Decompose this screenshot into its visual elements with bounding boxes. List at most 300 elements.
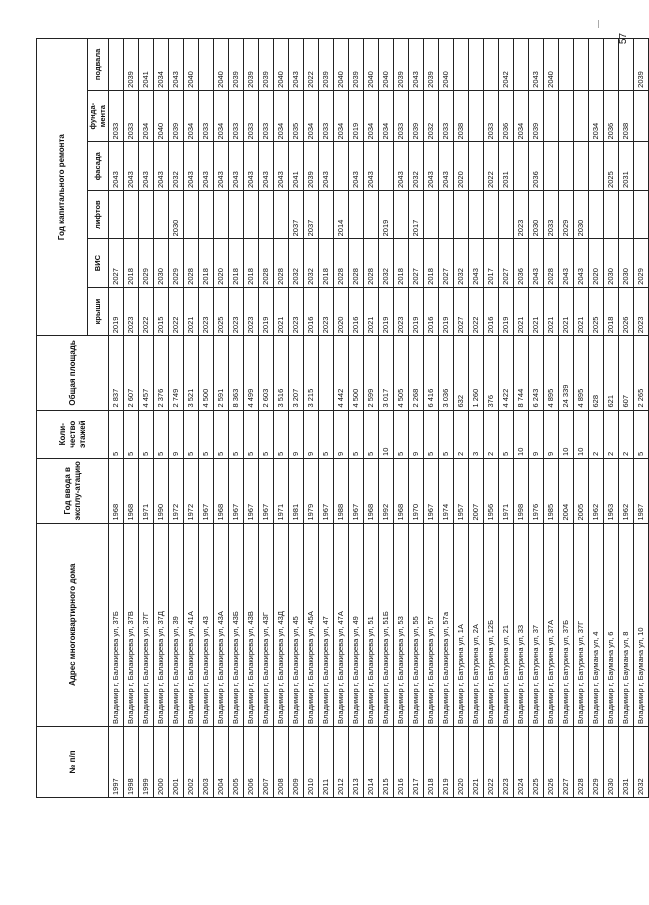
cell-foundation: 2033 [439, 90, 454, 142]
cell-area: 3 516 [274, 336, 289, 410]
cell-address: Владимир г, Баумана ул, 8 [619, 523, 634, 726]
cell-basement: 2039 [229, 39, 244, 91]
cell-basement: 2043 [409, 39, 424, 91]
cell-facade: 2043 [109, 142, 124, 190]
cell-address: Владимир г, Балакирева ул, 55 [409, 523, 424, 726]
header-basement: подвала [88, 39, 109, 91]
cell-area: 2 376 [154, 336, 169, 410]
cell-foundation: 2033 [229, 90, 244, 142]
cell-lifts [499, 190, 514, 238]
cell-floors: 5 [424, 410, 439, 458]
cell-facade [559, 142, 574, 190]
cell-facade: 2043 [214, 142, 229, 190]
cell-address: Владимир г, Баумана ул, 6 [604, 523, 619, 726]
cell-num: 1998 [124, 726, 139, 797]
cell-address: Владимир г, Балакирева ул, 43Д [274, 523, 289, 726]
cell-foundation: 2034 [139, 90, 154, 142]
cell-roof: 2023 [289, 287, 304, 335]
cell-area: 3 207 [289, 336, 304, 410]
cell-lifts: 2014 [334, 190, 349, 238]
cell-year: 1985 [544, 458, 559, 523]
cell-vis: 2030 [619, 239, 634, 287]
cell-vis: 2032 [304, 239, 319, 287]
table-row [169, 39, 184, 798]
cell-year: 1962 [619, 458, 634, 523]
cell-vis: 2030 [154, 239, 169, 287]
cell-area: 2 265 [634, 336, 649, 410]
cell-address: Владимир г, Балакирева ул, 43 [199, 523, 214, 726]
cell-year: 1968 [394, 458, 409, 523]
cell-vis: 2018 [319, 239, 334, 287]
cell-lifts: 2033 [544, 190, 559, 238]
cell-foundation: 2034 [274, 90, 289, 142]
cell-foundation: 2034 [184, 90, 199, 142]
cell-facade: 2043 [154, 142, 169, 190]
cell-roof: 2022 [139, 287, 154, 335]
cell-year: 2004 [559, 458, 574, 523]
cell-floors: 5 [319, 410, 334, 458]
cell-vis: 2032 [454, 239, 469, 287]
cell-area: 628 [589, 336, 604, 410]
cell-floors: 10 [574, 410, 589, 458]
cell-area: 24 339 [559, 336, 574, 410]
cell-facade: 2031 [499, 142, 514, 190]
table-row [604, 39, 619, 798]
cell-roof: 2016 [349, 287, 364, 335]
cell-area: 4 500 [199, 336, 214, 410]
cell-roof: 2027 [454, 287, 469, 335]
cell-num: 2030 [604, 726, 619, 797]
table-body [109, 39, 649, 798]
cell-roof: 2023 [124, 287, 139, 335]
cell-year: 1972 [169, 458, 184, 523]
cell-facade: 2020 [454, 142, 469, 190]
table-row [409, 39, 424, 798]
cell-lifts [244, 190, 259, 238]
cell-vis: 2028 [334, 239, 349, 287]
cell-foundation: 2033 [109, 90, 124, 142]
cell-year: 1971 [274, 458, 289, 523]
table-row [454, 39, 469, 798]
cell-address: Владимир г, Балакирева ул, 57 [424, 523, 439, 726]
cell-lifts [139, 190, 154, 238]
cell-vis: 2027 [499, 239, 514, 287]
cell-vis: 2036 [514, 239, 529, 287]
cell-area: 6 243 [529, 336, 544, 410]
cell-lifts [589, 190, 604, 238]
cell-num: 2007 [259, 726, 274, 797]
cell-num: 2023 [499, 726, 514, 797]
cell-num: 2017 [409, 726, 424, 797]
cell-basement: 2039 [319, 39, 334, 91]
cell-foundation: 2019 [349, 90, 364, 142]
cell-basement: 2040 [379, 39, 394, 91]
cell-lifts: 2037 [289, 190, 304, 238]
table-row [199, 39, 214, 798]
cell-year: 1970 [409, 458, 424, 523]
cell-roof: 2025 [214, 287, 229, 335]
cell-area: 6 416 [424, 336, 439, 410]
cell-basement: 2039 [634, 39, 649, 91]
cell-facade: 2025 [604, 142, 619, 190]
cell-area: 3 036 [439, 336, 454, 410]
table-row [304, 39, 319, 798]
cell-foundation: 2033 [394, 90, 409, 142]
cell-floors: 5 [634, 410, 649, 458]
cell-lifts [484, 190, 499, 238]
table-row [514, 39, 529, 798]
table-row [619, 39, 634, 798]
cell-address: Владимир г, Батурина ул, 21 [499, 523, 514, 726]
cell-basement: 2039 [124, 39, 139, 91]
cell-lifts: 2029 [559, 190, 574, 238]
cell-lifts [184, 190, 199, 238]
cell-facade: 2032 [169, 142, 184, 190]
cell-basement: 2040 [214, 39, 229, 91]
cell-floors: 5 [229, 410, 244, 458]
cell-num: 2020 [454, 726, 469, 797]
cell-num: 2009 [289, 726, 304, 797]
cell-facade: 2043 [274, 142, 289, 190]
cell-foundation: 2033 [244, 90, 259, 142]
cell-lifts [364, 190, 379, 238]
cell-num: 2008 [274, 726, 289, 797]
cell-year: 1957 [454, 458, 469, 523]
cell-floors: 10 [559, 410, 574, 458]
cell-floors: 10 [514, 410, 529, 458]
cell-floors: 5 [499, 410, 514, 458]
cell-area: 4 422 [499, 336, 514, 410]
table-row [544, 39, 559, 798]
cell-year: 1968 [124, 458, 139, 523]
cell-roof: 2026 [619, 287, 634, 335]
cell-year: 1971 [139, 458, 154, 523]
cell-vis: 2018 [124, 239, 139, 287]
cell-lifts [229, 190, 244, 238]
cell-address: Владимир г, Балакирева ул, 43Б [229, 523, 244, 726]
cell-year: 1968 [364, 458, 379, 523]
cell-floors: 5 [214, 410, 229, 458]
cell-foundation [544, 90, 559, 142]
cell-address: Владимир г, Балакирева ул, 47А [334, 523, 349, 726]
table-row [229, 39, 244, 798]
cell-vis: 2029 [139, 239, 154, 287]
header-vis: ВИС [88, 239, 109, 287]
cell-basement: 2034 [154, 39, 169, 91]
header-roof: крыши [88, 287, 109, 335]
cell-year: 1967 [199, 458, 214, 523]
cell-vis: 2043 [559, 239, 574, 287]
cell-area: 3 017 [379, 336, 394, 410]
cell-floors: 5 [109, 410, 124, 458]
cell-facade: 2043 [124, 142, 139, 190]
cell-address: Владимир г, Батурина ул, 2А [469, 523, 484, 726]
cell-basement: 2039 [394, 39, 409, 91]
cell-num: 2015 [379, 726, 394, 797]
repair-schedule-table [36, 38, 649, 798]
cell-facade: 2043 [319, 142, 334, 190]
table-row [289, 39, 304, 798]
cell-year: 2007 [469, 458, 484, 523]
cell-vis: 2018 [244, 239, 259, 287]
cell-area: 621 [604, 336, 619, 410]
cell-foundation [559, 90, 574, 142]
cell-basement: 2022 [304, 39, 319, 91]
cell-address: Владимир г, Балакирева ул, 41А [184, 523, 199, 726]
table-row [559, 39, 574, 798]
cell-vis: 2043 [574, 239, 589, 287]
cell-address: Владимир г, Батурина ул, 37Б [559, 523, 574, 726]
cell-num: 2002 [184, 726, 199, 797]
cell-vis: 2017 [484, 239, 499, 287]
cell-roof: 2016 [424, 287, 439, 335]
cell-num: 2027 [559, 726, 574, 797]
cell-area: 2 607 [124, 336, 139, 410]
cell-basement: 2040 [544, 39, 559, 91]
table-row [529, 39, 544, 798]
cell-floors: 9 [529, 410, 544, 458]
cell-num: 2025 [529, 726, 544, 797]
cell-lifts: 2030 [169, 190, 184, 238]
table-row [154, 39, 169, 798]
cell-floors: 9 [544, 410, 559, 458]
cell-address: Владимир г, Балакирева ул, 51Б [379, 523, 394, 726]
header-year: Год ввода в эксплу-атацию [37, 458, 109, 523]
cell-area: 4 505 [394, 336, 409, 410]
cell-lifts [199, 190, 214, 238]
cell-lifts [349, 190, 364, 238]
cell-area: 3 521 [184, 336, 199, 410]
cell-vis: 2018 [229, 239, 244, 287]
table-row [214, 39, 229, 798]
table-row [259, 39, 274, 798]
cell-roof: 2018 [604, 287, 619, 335]
header-area: Общая площадь [37, 336, 109, 410]
table-row [499, 39, 514, 798]
cell-year: 1974 [439, 458, 454, 523]
cell-facade [589, 142, 604, 190]
cell-floors: 9 [169, 410, 184, 458]
cell-num: 2019 [439, 726, 454, 797]
cell-area: 8 363 [229, 336, 244, 410]
cell-address: Владимир г, Балакирева ул, 51 [364, 523, 379, 726]
cell-floors: 5 [154, 410, 169, 458]
header-lifts: лифтов [88, 190, 109, 238]
cell-area: 607 [619, 336, 634, 410]
header-address: Адрес многоквартирного дома [37, 523, 109, 726]
cell-floors: 9 [304, 410, 319, 458]
header-num: № п/п [37, 726, 109, 797]
cell-floors: 5 [274, 410, 289, 458]
cell-basement: 2039 [424, 39, 439, 91]
cell-roof: 2021 [184, 287, 199, 335]
cell-address: Владимир г, Балакирева ул, 43Г [259, 523, 274, 726]
cell-area: 1 260 [469, 336, 484, 410]
cell-foundation: 2035 [289, 90, 304, 142]
cell-area: 4 895 [574, 336, 589, 410]
cell-facade: 2022 [484, 142, 499, 190]
cell-foundation: 2039 [169, 90, 184, 142]
cell-facade: 2043 [439, 142, 454, 190]
cell-lifts [424, 190, 439, 238]
cell-roof: 2022 [169, 287, 184, 335]
cell-roof: 2023 [394, 287, 409, 335]
cell-year: 1990 [154, 458, 169, 523]
cell-floors: 5 [139, 410, 154, 458]
table-row [424, 39, 439, 798]
cell-address: Владимир г, Батурина ул, 12Б [484, 523, 499, 726]
cell-area: 632 [454, 336, 469, 410]
cell-roof: 2019 [259, 287, 274, 335]
cell-year: 1963 [604, 458, 619, 523]
cell-lifts: 2019 [379, 190, 394, 238]
cell-address: Владимир г, Балакирева ул, 37Б [109, 523, 124, 726]
cell-area: 4 442 [334, 336, 349, 410]
cell-vis: 2032 [379, 239, 394, 287]
cell-num: 2028 [574, 726, 589, 797]
table-row [484, 39, 499, 798]
cell-address: Владимир г, Баумана ул, 4 [589, 523, 604, 726]
cell-basement [454, 39, 469, 91]
rotated-table-container [36, 38, 645, 798]
cell-num: 2003 [199, 726, 214, 797]
table-row [274, 39, 289, 798]
table-row [589, 39, 604, 798]
cell-vis: 2028 [364, 239, 379, 287]
cell-num: 2016 [394, 726, 409, 797]
cell-basement [619, 39, 634, 91]
cell-year: 1972 [184, 458, 199, 523]
table-row [244, 39, 259, 798]
cell-foundation: 2036 [499, 90, 514, 142]
cell-lifts [124, 190, 139, 238]
cell-floors: 5 [439, 410, 454, 458]
cell-foundation: 2033 [259, 90, 274, 142]
cell-roof: 2025 [589, 287, 604, 335]
cell-facade: 2043 [199, 142, 214, 190]
cell-foundation: 2034 [304, 90, 319, 142]
cell-floors: 9 [409, 410, 424, 458]
cell-floors: 2 [589, 410, 604, 458]
cell-foundation: 2033 [124, 90, 139, 142]
cell-roof: 2016 [304, 287, 319, 335]
cell-floors: 3 [469, 410, 484, 458]
cell-basement: 2039 [259, 39, 274, 91]
cell-foundation: 2039 [409, 90, 424, 142]
cell-vis: 2032 [289, 239, 304, 287]
cell-vis: 2028 [544, 239, 559, 287]
page-edge-mark [598, 20, 599, 28]
cell-roof: 2021 [514, 287, 529, 335]
table-row [364, 39, 379, 798]
table-row [334, 39, 349, 798]
cell-facade: 2039 [304, 142, 319, 190]
cell-address: Владимир г, Балакирева ул, 37Г [139, 523, 154, 726]
cell-num: 2000 [154, 726, 169, 797]
cell-year: 1992 [379, 458, 394, 523]
cell-facade: 2043 [244, 142, 259, 190]
cell-address: Владимир г, Балакирева ул, 43А [214, 523, 229, 726]
cell-area: 2 268 [409, 336, 424, 410]
cell-area: 2 749 [169, 336, 184, 410]
cell-num: 1997 [109, 726, 124, 797]
cell-roof: 2023 [244, 287, 259, 335]
cell-area: 4 500 [349, 336, 364, 410]
cell-foundation: 2039 [529, 90, 544, 142]
cell-roof: 2019 [409, 287, 424, 335]
cell-roof: 2023 [199, 287, 214, 335]
cell-lifts: 2017 [409, 190, 424, 238]
cell-num: 2024 [514, 726, 529, 797]
cell-basement: 2041 [139, 39, 154, 91]
cell-floors: 5 [364, 410, 379, 458]
cell-lifts [154, 190, 169, 238]
cell-basement: 2040 [334, 39, 349, 91]
cell-address: Владимир г, Батурина ул, 33 [514, 523, 529, 726]
cell-roof: 2023 [319, 287, 334, 335]
cell-year: 1967 [229, 458, 244, 523]
cell-foundation: 2036 [604, 90, 619, 142]
cell-address: Владимир г, Балакирева ул, 47 [319, 523, 334, 726]
cell-floors: 10 [379, 410, 394, 458]
cell-basement: 2040 [274, 39, 289, 91]
cell-basement: 2040 [184, 39, 199, 91]
cell-year: 2005 [574, 458, 589, 523]
cell-floors: 2 [484, 410, 499, 458]
cell-area [319, 336, 334, 410]
cell-area: 376 [484, 336, 499, 410]
cell-lifts: 2023 [514, 190, 529, 238]
cell-vis: 2027 [409, 239, 424, 287]
cell-basement [559, 39, 574, 91]
cell-num: 2022 [484, 726, 499, 797]
cell-year: 1967 [349, 458, 364, 523]
cell-address: Владимир г, Балакирева ул, 43В [244, 523, 259, 726]
cell-roof: 2019 [439, 287, 454, 335]
cell-lifts [394, 190, 409, 238]
cell-basement: 2043 [529, 39, 544, 91]
cell-area: 8 744 [514, 336, 529, 410]
cell-lifts: 2037 [304, 190, 319, 238]
cell-area: 2 837 [109, 336, 124, 410]
cell-address: Владимир г, Батурина ул, 37 [529, 523, 544, 726]
cell-year: 1998 [514, 458, 529, 523]
cell-vis: 2027 [109, 239, 124, 287]
cell-year: 1967 [319, 458, 334, 523]
cell-floors: 5 [244, 410, 259, 458]
cell-foundation: 2033 [484, 90, 499, 142]
cell-basement [514, 39, 529, 91]
cell-facade: 2032 [409, 142, 424, 190]
cell-address: Владимир г, Балакирева ул, 39 [169, 523, 184, 726]
cell-facade: 2031 [619, 142, 634, 190]
cell-facade [634, 142, 649, 190]
table-row [469, 39, 484, 798]
cell-num: 2010 [304, 726, 319, 797]
cell-address: Владимир г, Балакирева ул, 45 [289, 523, 304, 726]
cell-address: Владимир г, Батурина ул, 37Г [574, 523, 589, 726]
cell-vis: 2043 [469, 239, 484, 287]
header-foundation: фунда-мента [88, 90, 109, 142]
cell-year: 1988 [334, 458, 349, 523]
cell-num: 2001 [169, 726, 184, 797]
cell-area: 2 599 [364, 336, 379, 410]
cell-floors: 5 [124, 410, 139, 458]
cell-roof: 2022 [469, 287, 484, 335]
cell-address: Владимир г, Батурина ул, 37А [544, 523, 559, 726]
cell-roof: 2023 [634, 287, 649, 335]
header-floors: Коли-чество этажей [37, 410, 109, 458]
